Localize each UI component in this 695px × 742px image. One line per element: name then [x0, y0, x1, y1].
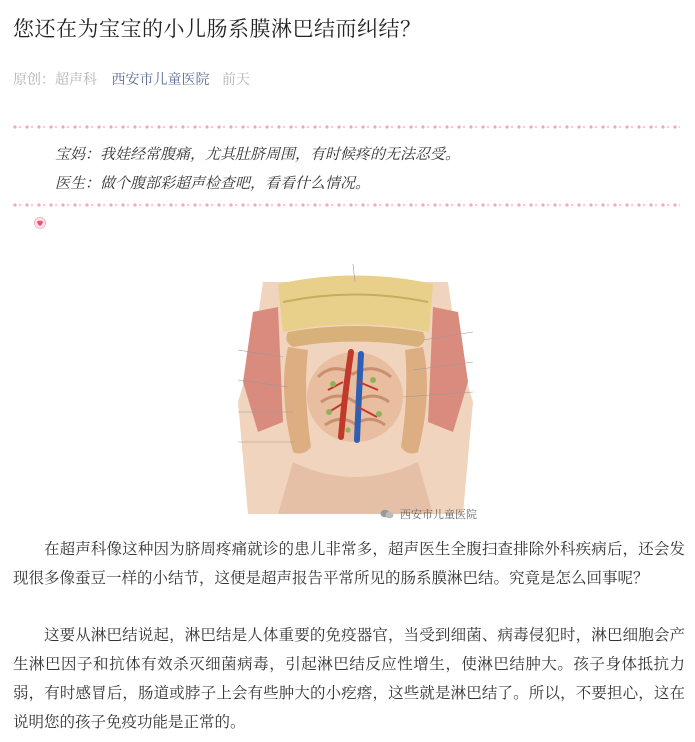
heart-sticker-icon — [34, 217, 46, 229]
dialog-line-doctor: 医生：做个腹部彩超声检查吧，看看什么情况。 — [55, 174, 371, 192]
paragraph-1: 在超声科像这种因为脐周疼痛就诊的患儿非常多，超声医生全腹扫查排除外科疾病后，还会发现很多像蚕豆一样的小结节，这便是超声报告平常所见的肠系膜淋巴结。究竟是怎么回事呢？ — [13, 540, 685, 587]
publish-time: 前天 — [221, 72, 250, 88]
wechat-icon — [380, 509, 394, 519]
abdomen-lymph-node-illustration — [233, 262, 478, 514]
article-source: 原创：超声科 — [13, 72, 97, 88]
dotted-divider-top — [12, 123, 680, 131]
image-watermark — [380, 506, 477, 522]
article-title: 您还在为宝宝的小儿肠系膜淋巴结而纠结？ — [13, 17, 422, 41]
dotted-divider-bottom — [12, 201, 680, 209]
dialog-line-mom: 宝妈：我娃经常腹痛，尤其肚脐周围，有时候疼的无法忍受。 — [55, 145, 461, 163]
paragraph-2: 这要从淋巴结说起，淋巴结是人体重要的免疫器官，当受到细菌、病毒侵犯时，淋巴细胞会产生淋巴因子和抗体有效杀灭细菌病毒，引起淋巴结反应性增生，使淋巴结肿大。孩子身体抵抗力弱，有时感冒后，肠道或脖子上会有些肿大的小疙瘩，这些就是淋巴结了。所以，不要担心，这在说明您的孩子免疫功能是正常的。 — [13, 626, 685, 731]
article-meta — [13, 70, 250, 90]
account-link[interactable]: 西安市儿童医院 — [111, 72, 210, 88]
watermark-text: 西安市儿童医院 — [400, 508, 477, 521]
